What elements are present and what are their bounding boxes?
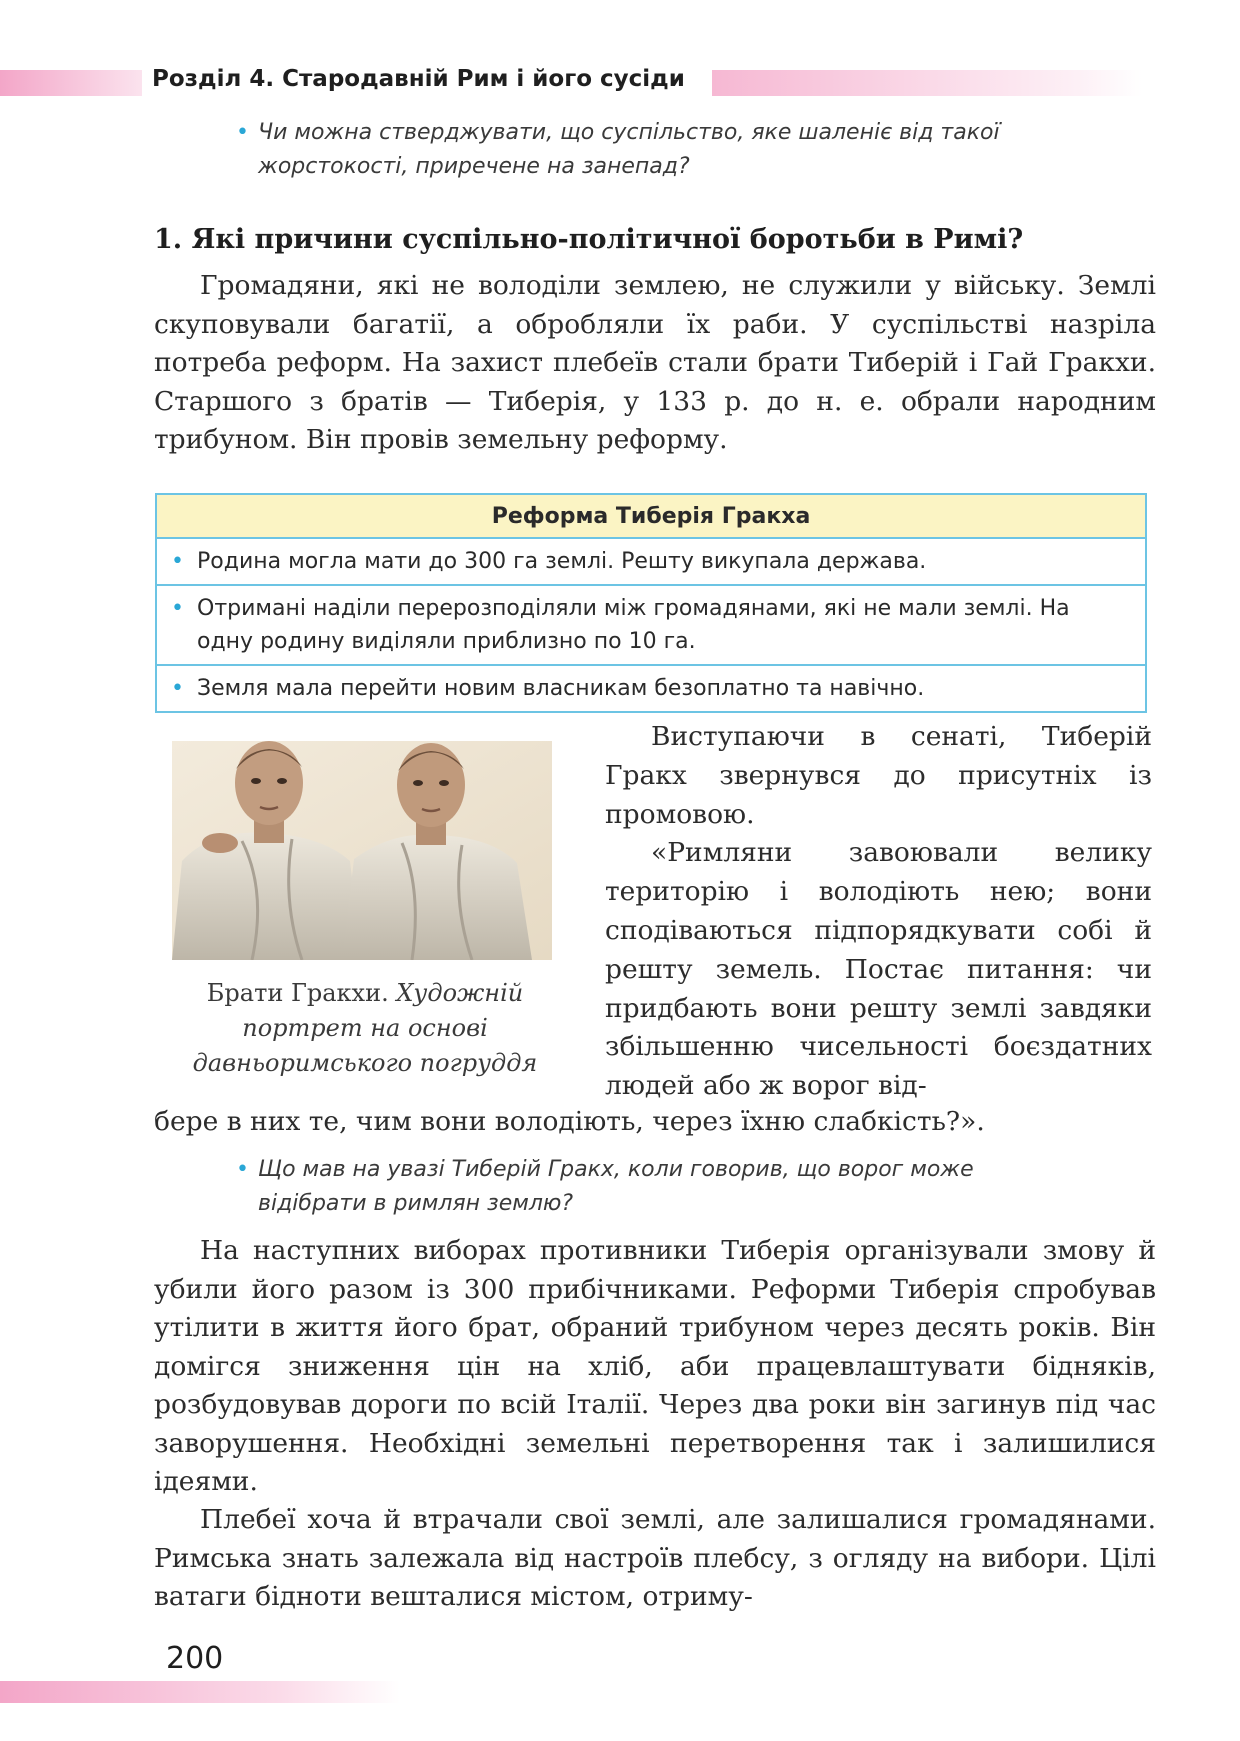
- question-2-line-2: відібрати в римлян землю?: [258, 1191, 574, 1216]
- reform-table-row: [157, 539, 1145, 586]
- header-decor-band-right: [712, 70, 1142, 96]
- reform-table-row: [157, 586, 1145, 666]
- bullet-icon: •: [236, 1157, 249, 1182]
- section-heading: 1. Які причини суспільно-політичної боротьби в Римі?: [154, 224, 1024, 255]
- question-2-line-1: Що мав на увазі Тиберій Гракх, коли говорив, що ворог може: [258, 1157, 974, 1182]
- caption-plain: Брати Гракхи.: [206, 979, 389, 1007]
- reform-row-text: Отримані наділи перерозподіляли між громадянами, які не мали землі. На одну родину виділяли приблизно по 10 га.: [197, 596, 1070, 654]
- figure-caption: [166, 976, 564, 1081]
- speech-quote: «Римляни завоювали велику територію і володіють нею; вони сподіваються підпорядкувати собі й решту земель. Постає питання: чи придбають вони решту землі завдяки збільшенню чисельності боєздатних людей або ж ворог від-: [605, 837, 1152, 1102]
- intro-paragraph: Громадяни, які не володіли землею, не служили у війську. Землі скуповували багатії, а обробляли їх раби. У суспільстві назріла потреба реформ. На захист плебеїв стали брати Тиберій і Гай Гракхи. Старшого з братів — Тиберія, у 133 р. до н. е. обрали народним трибуном. Він провів земельну реформу.: [154, 270, 1156, 455]
- bullet-icon: •: [171, 549, 184, 574]
- speech-column: [605, 718, 1152, 1106]
- question-block-1: [236, 116, 1158, 184]
- question-block-2: [236, 1153, 1158, 1221]
- page-number: 200: [166, 1641, 224, 1676]
- bullet-icon: •: [171, 676, 184, 701]
- question-1-line-1: Чи можна стверджувати, що суспільство, яке шаленіє від такої: [258, 120, 1000, 145]
- speech-intro: Виступаючи в сенаті, Тиберій Гракх звернувся до присутніх із промовою.: [605, 721, 1152, 830]
- caption-italic: Художній портрет на основі давньоримського погруддя: [192, 979, 538, 1077]
- reform-row-text: Земля мала перейти новим власникам безоплатно та навічно.: [197, 676, 925, 701]
- bullet-icon: •: [171, 596, 184, 621]
- bullet-icon: •: [236, 120, 249, 145]
- section-header: Розділ 4. Стародавній Рим і його сусіди: [152, 66, 685, 92]
- footer-decor-band: [0, 1681, 400, 1703]
- header-decor-band-left: [0, 70, 142, 96]
- body-paragraph-1: На наступних виборах противники Тиберія організували змову й убили його разом із 300 прибічниками. Реформи Тиберія спробував утілити в життя його брат, обраний трибуном через десять років. Він домігся зниження цін на хліб, аби працевлаштувати бідняків, розбудовував дороги по всій Італії. Через два роки він загинув під час заворушення. Необхідні земельні перетворення так і залишилися ідеями.: [154, 1235, 1156, 1497]
- question-1-line-2: жорстокості, приречене на занепад?: [258, 154, 690, 179]
- reform-table-row: [157, 666, 1145, 711]
- gracchi-brothers-portrait: [172, 741, 552, 960]
- reform-row-text: Родина могла мати до 300 га землі. Решту викупала держава.: [197, 549, 927, 574]
- reform-table-title: Реформа Тиберія Гракха: [157, 495, 1145, 539]
- speech-quote-end: бере в них те, чим вони володіють, через їхню слабкість?».: [154, 1106, 985, 1137]
- reform-table: [155, 493, 1147, 713]
- body-paragraph-2: Плебеї хоча й втрачали свої землі, але залишалися громадянами. Римська знать залежала від настроїв плебсу, з огляду на вибори. Цілі ватаги бідноти вешталися містом, отриму-: [154, 1504, 1156, 1612]
